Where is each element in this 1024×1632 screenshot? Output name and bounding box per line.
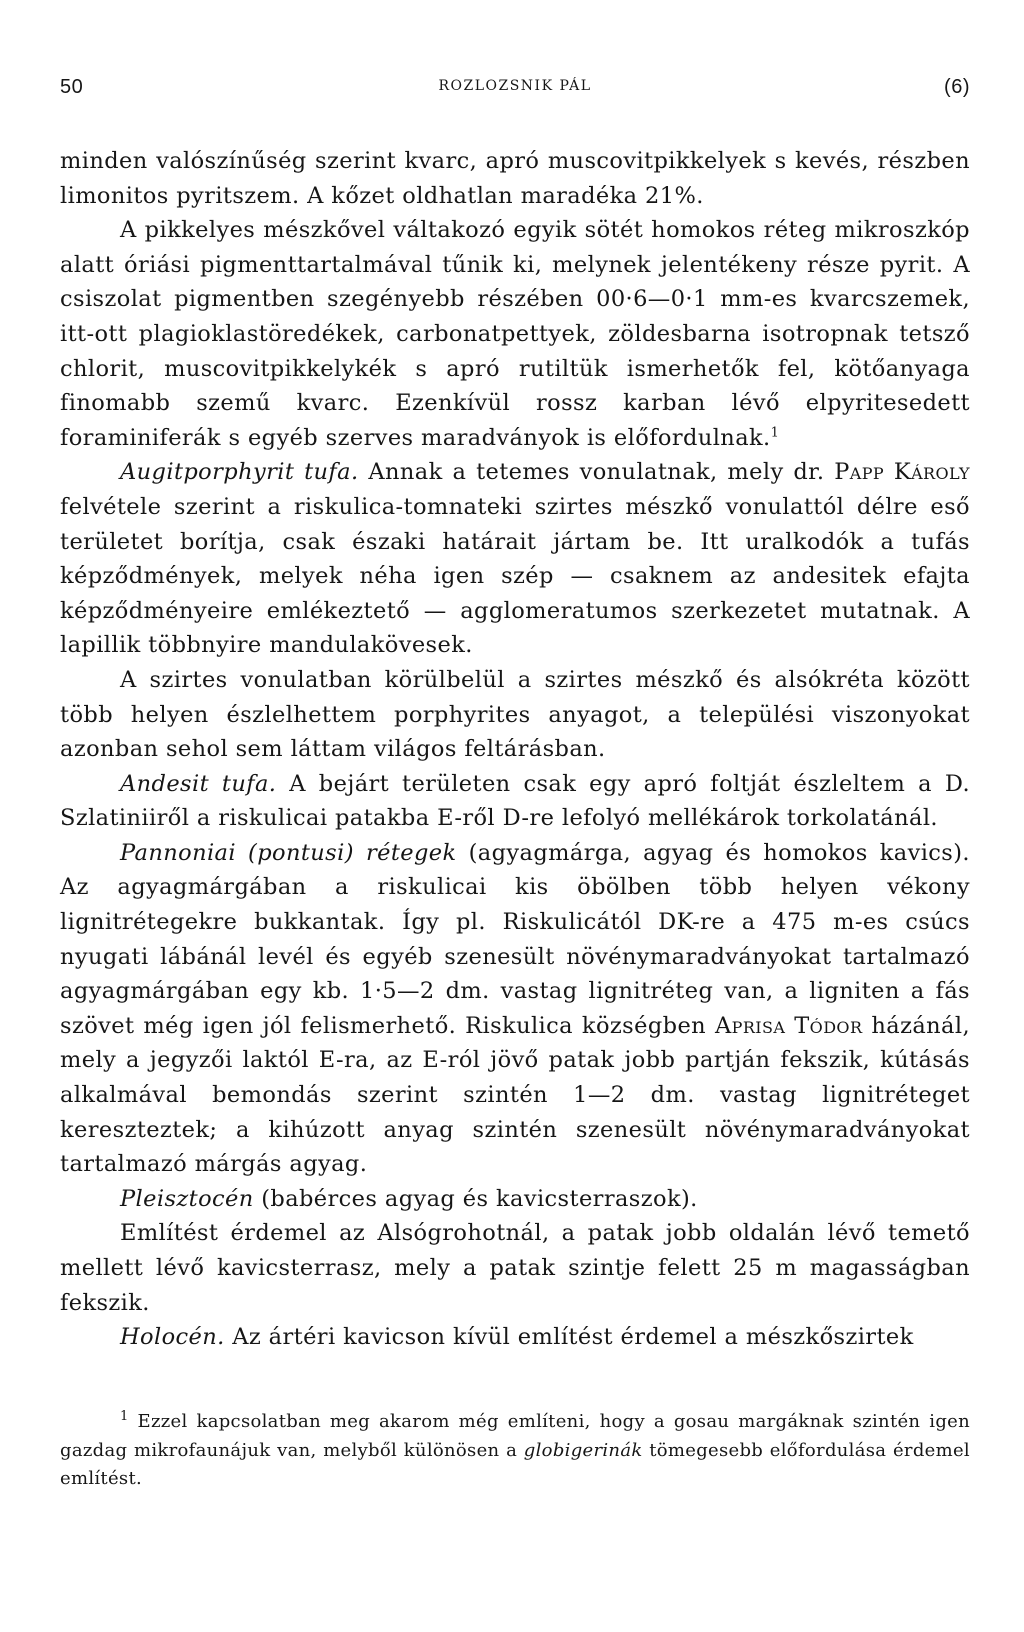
paragraph-andesit [60,767,970,836]
paragraph-2 [60,213,970,455]
andesit-heading: Andesit tufa. [120,770,277,797]
holocen-text: Az ártéri kavicson kívül említést érdemel a mészkőszirtek [224,1324,914,1351]
running-head [60,70,970,110]
footnote-1 [60,1408,970,1494]
paragraph-pannoniai [60,836,970,1182]
footnote-text-a: Ezzel kapcsolatban meg akarom még említeni, hogy a gosau margáknak szintén igen gazdag mikrofaunájuk van, melyből különösen a [60,1411,970,1461]
paragraph-2-text: A pikkelyes mészkővel váltakozó egyik sötét homokos réteg mikroszkóp alatt óriási pigmenttartalmával tűnik ki, melynek jelentékeny része pyrit. A csiszolat pigmentben szegényebb részében 00·6—0·1 mm-es kvarcszemek, itt-ott plagioklastöredékek, carbonatpettyek, zöldesbarna isotropnak tetsző chlorit, muscovitpikkelykék s apró rutiltük ismerhetők fel, kötőanyaga finomabb szemű kvarc. Ezenkívül rossz karban lévő elpyritesedett foraminiferák s egyéb szerves maradványok is előfordulnak. [60,217,970,451]
pannoniai-heading: Pannoniai (pontusi) rétegek [120,839,457,866]
page [60,70,970,1355]
paragraph-8 [60,1216,970,1320]
person-name-papp: Papp Károly [834,459,970,486]
running-title: ROZLOZSNIK PÁL [438,78,592,94]
footnotes [60,1408,970,1494]
pannoniai-text-a: (agyagmárga, agyag és homokos kavics). Az agyagmárgában a riskulicai kis öbölben több helyen vékony lignitrétegekre bukkantak. Így pl. Riskulicától DK-re a 475 m-es csúcs nyugati lábánál levél és egyéb szenesült növénymaradványokat tartalmazó agyagmárgában egy kb. 1·5—2 dm. vastag lignitréteg van, a ligniten a fás szövet még igen jól felismerhető. Riskulica községben [60,839,970,1039]
augitporphyrit-text-b: felvétele szerint a riskulica-tomnateki szirtes mészkő vonulattól délre eső területet borítja, csak északi határait jártam be. Itt uralkodók a tufás képződmények, melyek néha igen szép — csaknem az andesitek efajta képződményeire emlékeztető — agglomeratumos szerkezetet mutatnak. A lapillik többnyire mandulakövesek. [60,493,970,659]
holocen-heading: Holocén. [120,1324,225,1351]
paragraph-4-text: A szirtes vonulatban körülbelül a szirtes mészkő és alsókréta között több helyen észlelhettem porphyrites anyagot, a települési viszonyokat azonban sehol sem láttam világos feltárásban. [60,666,970,763]
augitporphyrit-heading: Augitporphyrit tufa. [120,459,359,486]
paragraph-pleisztocen [60,1182,970,1217]
footnote-marker: 1 [120,1409,129,1424]
paragraph-augitporphyrit [60,455,970,663]
paragraph-1-text: minden valószínűség szerint kvarc, apró muscovitpikkelyek s kevés, részben limonitos pyritszem. A kőzet oldhatlan maradéka 21%. [60,148,970,209]
andesit-text: A bejárt területen csak egy apró foltját észleltem a D. Szlatiniiről a riskulicai patakba E-ről D-re lefolyó mellékárok torkolatánál. [60,770,971,832]
augitporphyrit-text-a: Annak a tetemes vonulatnak, mely dr. [358,459,835,486]
section-marker: (6) [944,76,970,98]
paragraph-holocen [60,1320,970,1355]
pleisztocen-text: (babérces agyag és kavicsterraszok). [253,1185,698,1212]
pannoniai-text-b: házánál, mely a jegyzői laktól E-ra, az E-ról jövő patak jobb partján fekszik, kútásás alkalmával bemondás szerint szintén 1—2 dm. vastag lignitréteget kereszteztek; a kihúzott anyag szintén szenesült növénymaradványokat tartalmazó márgás agyag. [60,1012,970,1178]
footnote-italic-term: globigerinák [523,1439,643,1461]
paragraph-1 [60,144,970,213]
pleisztocen-heading: Pleisztocén [120,1185,254,1212]
page-number: 50 [60,76,84,98]
footnote-reference: 1 [770,425,780,441]
body-text [60,144,970,1355]
paragraph-4 [60,663,970,767]
paragraph-8-text: Említést érdemel az Alsógrohotnál, a patak jobb oldalán lévő temető mellett lévő kavicsterrasz, mely a patak szintje felett 25 m magasságban fekszik. [60,1220,970,1316]
person-name-aprisa: Aprisa Tódor [715,1012,863,1039]
footnote-text-b: tömegesebb előfordulása érdemel említést. [60,1439,970,1489]
